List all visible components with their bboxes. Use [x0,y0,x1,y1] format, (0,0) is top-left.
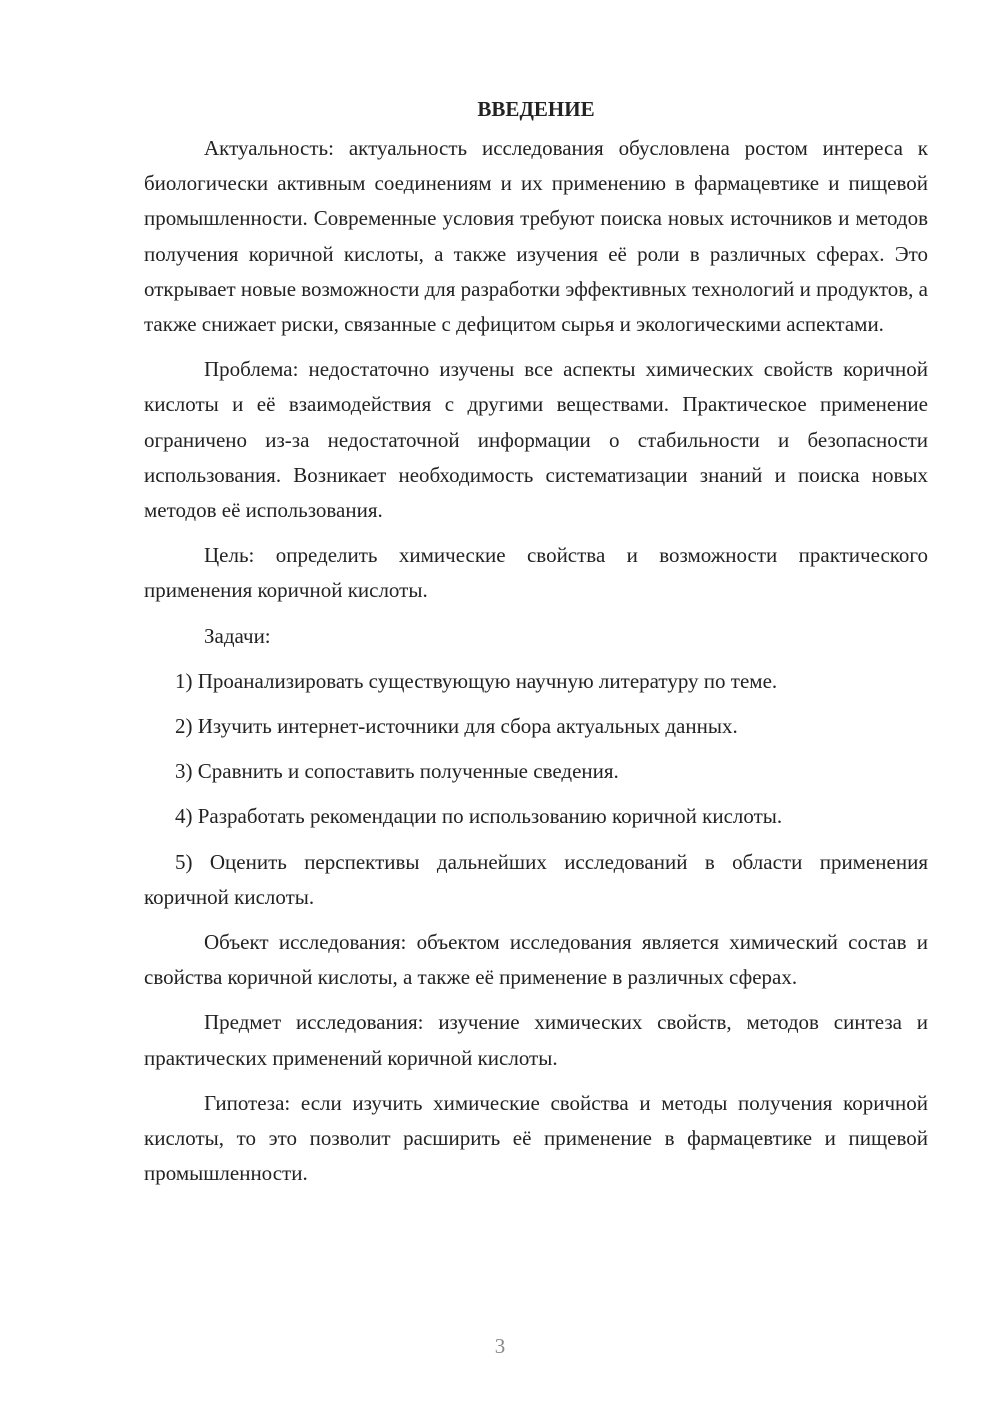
paragraph-object: Объект исследования: объектом исследования является химический состав и свойства коричной кислоты, а также её применение в различных сферах. [144,930,928,990]
section-title: ВВЕДЕНИЕ [477,97,595,121]
task-item: 1) Проанализировать существующую научную литературу по теме. [175,668,778,693]
paragraph-problem: Проблема: недостаточно изучены все аспекты химических свойств коричной кислоты и её взаимодействия с другими веществами. Практическое применение ограничено из-за недостаточной информации о стабильности и безопасности использования. Возникает необходимость систематизации знаний и поиска новых методов её использования. [144,357,928,523]
paragraph-relevance: Актуальность: актуальность исследования обусловлена ростом интереса к биологически активным соединениям и их применению в фармацевтике и пищевой промышленности. Современные условия требуют поиска новых источников и методов получения коричной кислоты, а также изучения её роли в различных сферах. Это открывает новые возможности для разработки эффективных технологий и продуктов, а также снижает риски, связанные с дефицитом сырья и экологическими аспектами. [144,136,928,337]
document-page [144,92,928,1201]
paragraph-subject: Предмет исследования: изучение химических свойств, методов синтеза и практических применений коричной кислоты. [144,1010,928,1070]
task-item: 5) Оценить перспективы дальнейших исследований в области применения коричной кислоты. [144,849,928,909]
paragraph-goal: Цель: определить химические свойства и возможности практического применения коричной кислоты. [144,543,928,603]
tasks-label: Задачи: [204,623,271,648]
page-number: 3 [494,1334,506,1358]
task-item: 3) Сравнить и сопоставить полученные сведения. [175,759,619,784]
task-item: 4) Разработать рекомендации по использованию коричной кислоты. [175,804,783,829]
task-item: 2) Изучить интернет-источники для сбора актуальных данных. [175,714,738,739]
paragraph-hypothesis: Гипотеза: если изучить химические свойства и методы получения коричной кислоты, то это позволит расширить её применение в фармацевтике и пищевой промышленности. [144,1090,928,1186]
